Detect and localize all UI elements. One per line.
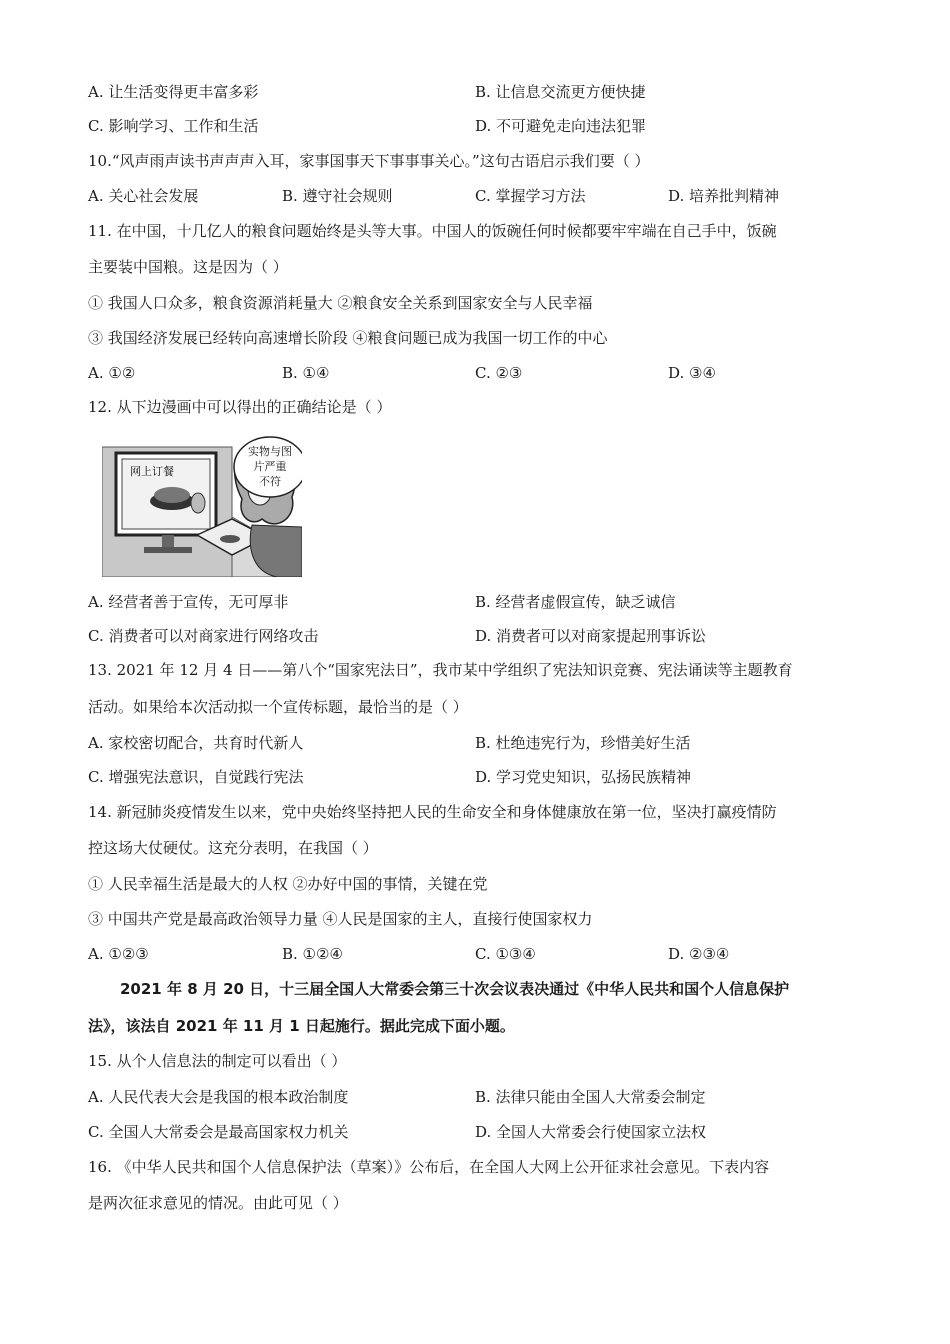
q9-option-d: D. 不可避免走向违法犯罪 (475, 117, 647, 135)
q14-statement-line2: ③ 中国共产党是最高政治领导力量 ④人民是国家的主人，直接行使国家权力 (88, 910, 593, 928)
q15-option-b: B. 法律只能由全国人大常委会制定 (475, 1088, 706, 1106)
q12-option-d: D. 消费者可以对商家提起刑事诉讼 (475, 627, 707, 645)
cartoon-screen-text: 网上订餐 (130, 465, 174, 478)
q11-option-b: B. ①④ (282, 364, 330, 382)
q14-stem-line1: 14. 新冠肺炎疫情发生以来，党中央始终坚持把人民的生命安全和身体健康放在第一位，坚决打赢疫情防 (88, 803, 777, 821)
q14-option-d: D. ②③④ (668, 945, 730, 963)
q15-stem: 15. 从个人信息法的制定可以看出（ ） (88, 1052, 347, 1070)
cartoon-bubble-line3: 不符 (259, 475, 281, 488)
q13-stem-line2: 活动。如果给本次活动拟一个宣传标题，最恰当的是（ ） (88, 698, 468, 716)
q9-option-c: C. 影响学习、工作和生活 (88, 117, 259, 135)
q9-option-b: B. 让信息交流更方便快捷 (475, 83, 646, 101)
q11-statement-line1: ① 我国人口众多，粮食资源消耗量大 ②粮食安全关系到国家安全与人民幸福 (88, 294, 593, 312)
q11-option-a: A. ①② (88, 364, 136, 382)
cartoon-bubble-line1: 实物与图 (248, 445, 292, 458)
q10-option-b: B. 遵守社会规则 (282, 187, 393, 205)
q11-option-d: D. ③④ (668, 364, 716, 382)
q13-stem-line1: 13. 2021 年 12 月 4 日——第八个“国家宪法日”，我市某中学组织了宪法知识竞赛、宪法诵读等主题教育 (88, 661, 793, 679)
q11-stem-line2: 主要装中国粮。这是因为（ ） (88, 258, 288, 276)
q12-option-b: B. 经营者虚假宣传，缺乏诚信 (475, 593, 676, 611)
material-line1: 2021 年 8 月 20 日，十三届全国人大常委会第三十次会议表决通过《中华人民共和国个人信息保护 (120, 980, 790, 998)
q16-stem-line2: 是两次征求意见的情况。由此可见（ ） (88, 1194, 348, 1212)
q13-option-a: A. 家校密切配合，共育时代新人 (88, 734, 304, 752)
q11-stem-line1: 11. 在中国，十几亿人的粮食问题始终是头等大事。中国人的饭碗任何时候都要牢牢端在自己手中，饭碗 (88, 222, 777, 240)
q11-option-c: C. ②③ (475, 364, 523, 382)
q10-stem: 10.“风声雨声读书声声声入耳，家事国事天下事事事关心。”这句古语启示我们要（ ） (88, 152, 650, 170)
q16-stem-line1: 16. 《中华人民共和国个人信息保护法（草案）》公布后，在全国人大网上公开征求社会意见。下表内容 (88, 1158, 770, 1176)
q12-cartoon-image (102, 407, 302, 577)
q12-option-c: C. 消费者可以对商家进行网络攻击 (88, 627, 319, 645)
q10-option-d: D. 培养批判精神 (668, 187, 780, 205)
q11-statement-line2: ③ 我国经济发展已经转向高速增长阶段 ④粮食问题已成为我国一切工作的中心 (88, 329, 608, 347)
q15-option-c: C. 全国人大常委会是最高国家权力机关 (88, 1123, 349, 1141)
material-line2: 法》，该法自 2021 年 11 月 1 日起施行。据此完成下面小题。 (88, 1017, 515, 1035)
q13-option-c: C. 增强宪法意识，自觉践行宪法 (88, 768, 304, 786)
q12-option-a: A. 经营者善于宣传，无可厚非 (88, 593, 289, 611)
q14-option-b: B. ①②④ (282, 945, 343, 963)
q15-option-d: D. 全国人大常委会行使国家立法权 (475, 1123, 707, 1141)
q14-option-c: C. ①③④ (475, 945, 536, 963)
q10-option-a: A. 关心社会发展 (88, 187, 199, 205)
q14-stem-line2: 控这场大仗硬仗。这充分表明，在我国（ ） (88, 839, 378, 857)
q12-stem: 12. 从下边漫画中可以得出的正确结论是（ ） (88, 398, 392, 416)
q9-option-a: A. 让生活变得更丰富多彩 (88, 83, 259, 101)
q13-option-b: B. 杜绝违宪行为，珍惜美好生活 (475, 734, 691, 752)
q10-option-c: C. 掌握学习方法 (475, 187, 586, 205)
cartoon-bubble-line2: 片严重 (253, 460, 287, 473)
q14-statement-line1: ① 人民幸福生活是最大的人权 ②办好中国的事情，关键在党 (88, 875, 488, 893)
q13-option-d: D. 学习党史知识，弘扬民族精神 (475, 768, 692, 786)
q15-option-a: A. 人民代表大会是我国的根本政治制度 (88, 1088, 349, 1106)
q14-option-a: A. ①②③ (88, 945, 149, 963)
